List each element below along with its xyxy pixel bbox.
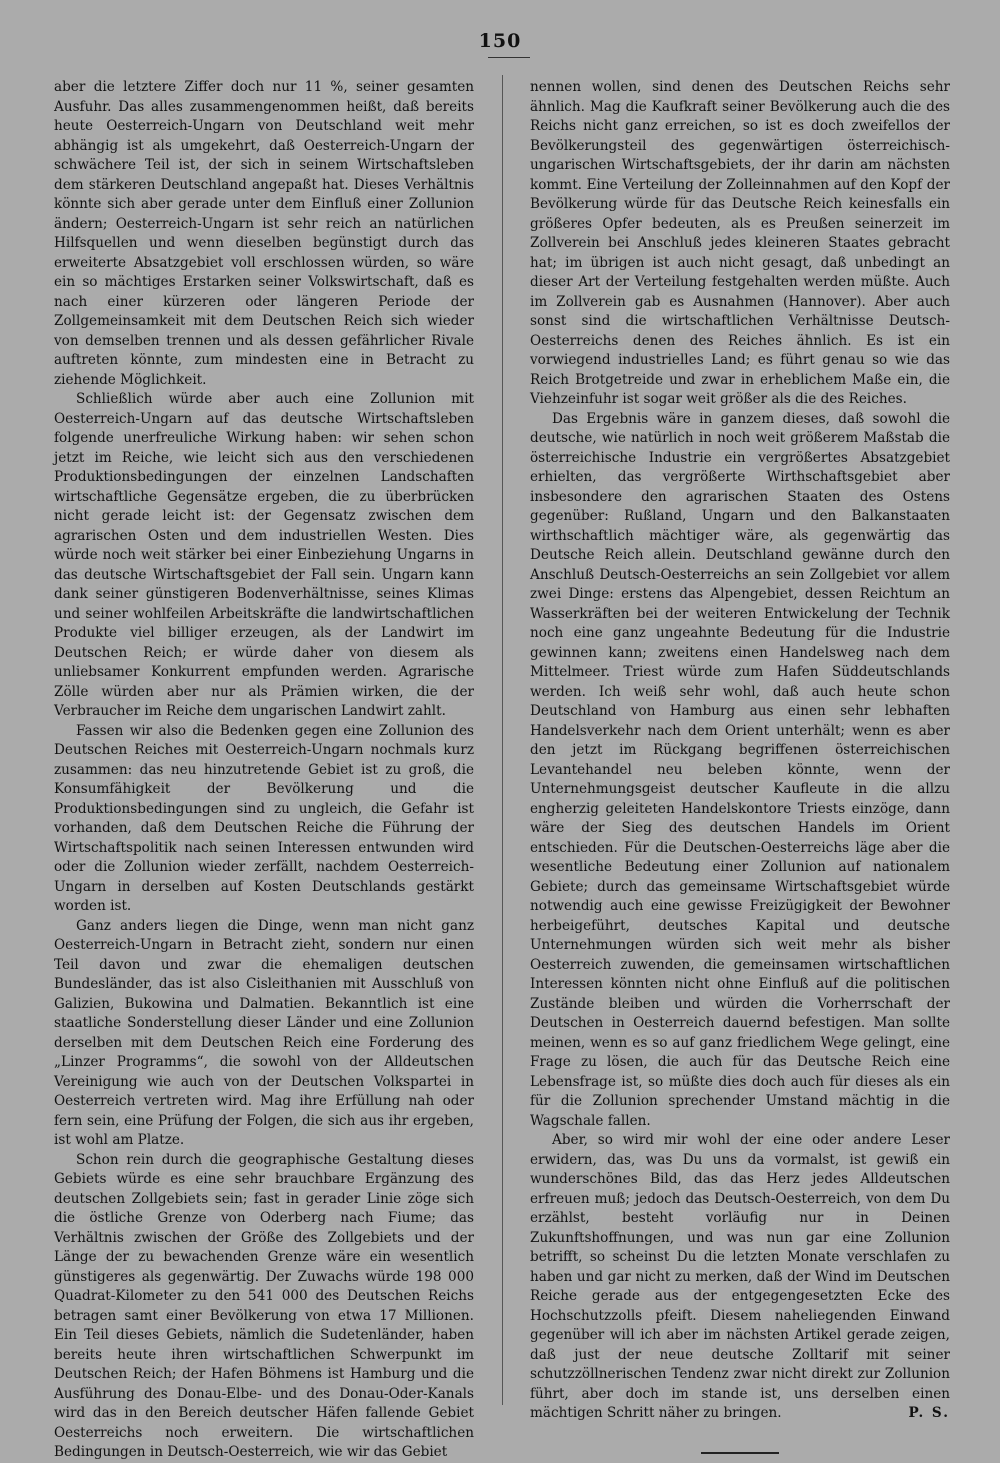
paragraph: Schon rein durch die geographische Gestaltung dieses Gebiets würde es eine sehr brauchbare Ergänzung des deutschen Zollgebiets sein; fast in gerader Linie zöge sich die östliche Grenze von Oderberg nach Fiume; das Verhältnis zwischen der Größe des Zollgebiets und der Länge der zu bewachenden Grenze wäre ein wesentlich günstigeres als gegenwärtig. Der Zuwachs würde 198 000 Quadrat-Kilometer zu den 541 000 des Deutschen Reichs betragen samt einer Bevölkerung von etwa 17 Millionen. Ein Teil dieses Gebiets, nämlich die Sudetenländer, haben bereits heute ihren wirtschaftlichen Schwerpunkt im Deutschen Reich; der Hafen Böhmens ist Hamburg und die Ausführung des Donau-Elbe- und des Donau-Oder-Kanals wird das in den Bereich deutscher Häfen fallende Gebiet Oesterreichs noch erweitern. Die wirtschaftlichen Bedingungen in Deutsch-Oesterreich, wie wir das Gebiet (54, 1151, 474, 1460)
paragraph-text: Aber, so wird mir wohl der eine oder andere Leser erwidern, das, was Du uns da vormalst, ist gewiß ein wunderschönes Bild, das das Herz jedes Alldeutschen erfreuen muß; jedoch das Deutsch-Oesterreich, von dem Du erzählst, besteht vorläufig nur in Deinen Zukunftshoffnungen, und was nun gar eine Zollunion betrifft, so scheinst Du die letzten Monate verschlafen zu haben und gar nicht zu merken, daß der Wind im Deutschen Reiche gerade aus der entgegengesetzten Ecke des Hochschutzzolls pfeift. Diesem naheliegenden Einwand gegenüber will ich aber im nächsten Artikel gerade zeigen, daß just der neue deutsche Zolltarif mit seiner schutzzöllnerischen Tendenz zwar nicht direkt zur Zollunion führt, aber doch im stande ist, uns derselben einen mächtigen Schritt näher zu bringen. (530, 1132, 950, 1421)
right-column (530, 78, 950, 1454)
paragraph: Schließlich würde aber auch eine Zollunion mit Oesterreich-Ungarn auf das deutsche Wirtschaftsleben folgende unerfreuliche Wirkung haben: wir sehen schon jetzt im Reiche, wie leicht sich aus den verschiedenen Produktionsbedingungen der einzelnen Landschaften wirtschaftliche Gegensätze ergeben, die zu überbrücken nicht gerade leicht ist: der Gegensatz zwischen dem agrarischen Osten und dem industriellen Westen. Dies würde noch weit stärker bei einer Einbeziehung Ungarns in das deutsche Wirtschaftsgebiet der Fall sein. Ungarn kann dank seiner günstigeren Bodenverhältnisse, seines Klimas und seiner wohlfeilen Arbeitskräfte die landwirtschaftlichen Produkte viel billiger erzeugen, als der Landwirt im Deutschen Reich; er würde daher von diesem als unliebsamer Konkurrent empfunden werden. Agrarische Zölle würden aber nur als Prämien wirken, die der Verbraucher im Reiche dem ungarischen Landwirt zahlt. (54, 391, 474, 719)
column-divider (502, 75, 503, 1405)
paragraph (530, 1131, 950, 1424)
paragraph: Fassen wir also die Bedenken gegen eine Zollunion des Deutschen Reiches mit Oesterreich-Ungarn nochmals kurz zusammen: das neu hinzutretende Gebiet ist zu groß, die Konsumfähigkeit der Bevölkerung und die Produktionsbedingungen sind zu ungleich, die Gefahr ist vorhanden, daß dem Deutschen Reiche die Führung der Wirtschaftspolitik nach seinen Interessen entwunden wird oder die Zollunion wieder zerfällt, nachdem Oesterreich-Ungarn in derselben auf Kosten Deutschlands gestärkt worden ist. (54, 722, 474, 914)
paragraph: aber die letztere Ziffer doch nur 11 %, seiner gesamten Ausfuhr. Das alles zusammengenommen heißt, daß bereits heute Oesterreich-Ungarn von Deutschland weit mehr abhängig ist als umgekehrt, daß Oesterreich-Ungarn der schwächere Teil ist, der sich in seinem Wirtschaftsleben dem stärkeren Deutschland angepaßt hat. Dieses Verhältnis könnte sich aber gerade unter dem Einfluß einer Zollunion ändern; Oesterreich-Ungarn ist sehr reich an natürlichen Hilfsquellen und wenn dieselben begünstigt durch das erweiterte Absatzgebiet voll erschlossen würden, so wäre ein so mächtiges Erstarken seiner Volkswirtschaft, daß es nach einer kürzeren oder längeren Periode der Zollgemeinsamkeit mit dem Deutschen Reich sich wieder von demselben trennen und als dessen gefährlicher Rivale auftreten könnte, zum mindesten eine in Betracht zu ziehende Möglichkeit. (54, 79, 474, 388)
author-signature: P. S. (908, 1405, 950, 1421)
paragraph: Das Ergebnis wäre in ganzem dieses, daß sowohl die deutsche, wie natürlich in noch weit größerem Maßstab die österreichische Industrie ein vergrößertes Absatzgebiet erhielten, das vergrößerte Wirthschaftsgebiet aber insbesondere den agrarischen Staaten des Ostens gegenüber: Rußland, Ungarn und den Balkanstaaten wirthschaftlich mächtiger wäre, als gegenwärtig das Deutsche Reich allein. Deutschland gewänne durch den Anschluß Deutsch-Oesterreichs an sein Zollgebiet vor allem zwei Dinge: erstens das Alpengebiet, dessen Reichtum an Wasserkräften bei der weiteren Entwickelung der Technik noch eine ganz ungeahnte Bedeutung für die Industrie gewinnen kann; zweitens einen Handelsweg nach dem Mittelmeer. Triest würde zum Hafen Süddeutschlands werden. Ich weiß sehr wohl, daß auch heute schon Deutschland von Hamburg aus einen sehr lebhaften Handelsverkehr nach dem Orient unterhält; wenn es aber den jetzt im Rückgang begriffenen österreichischen Levantehandel neu beleben könnte, wenn der Unternehmungsgeist deutscher Kaufleute in die allzu engherzig geleiteten Handelskontore Triests einzöge, dann wäre der Sieg des deutschen Handels im Orient entschieden. Für die Deutschen-Oesterreichs läge aber die wesentliche Bedeutung einer Zollunion auf nationalem Gebiete; durch das gemeinsame Wirtschaftsgebiet würde notwendig auch eine gewisse Freizügigkeit der Bewohner herbeigeführt, deutsches Kapital und deutsche Unternehmungen würden sich weit mehr als bisher Oesterreich zuwenden, die gemeinsamen wirtschaftlichen Interessen könnten nicht ohne Einfluß auf die politischen Zustände bleiben und würden die Vorherrschaft der Deutschen in Oesterreich dauernd befestigen. Man sollte meinen, wenn es so auf ganz friedlichem Wege gelingt, eine Frage zu lösen, die auch für das Deutsche Reich eine Lebensfrage ist, so müßte dies doch auch für dieses als ein für die Zollunion sprechender Umstand mächtig in die Wagschale fallen. (530, 410, 950, 1129)
paragraph: nennen wollen, sind denen des Deutschen Reichs sehr ähnlich. Mag die Kaufkraft seiner Bevölkerung auch die des Reichs nicht ganz erreichen, so ist es doch zweifellos der Bevölkerungsteil des gegenwärtigen österreichisch-ungarischen Wirtschaftsgebiets, der ihr darin am nächsten kommt. Eine Verteilung der Zolleinnahmen auf den Kopf der Bevölkerung würde für das Deutsche Reich keinesfalls ein größeres Opfer bedeuten, als es Preußen seinerzeit im Zollverein bei Anschluß jedes kleineren Staates gebracht hat; im übrigen ist auch nicht gesagt, daß unbedingt an dieser Art der Verteilung festgehalten werden müßte. Auch im Zollverein gab es Ausnahmen (Hannover). Aber auch sonst sind die wirtschaftlichen Verhältnisse Deutsch-Oesterreichs denen des Reiches ähnlich. Es ist ein vorwiegend industrielles Land; es führt genau so wie das Reich Brotgetreide und zwar in erheblichem Maße ein, die Viehzeinfuhr ist sogar weit größer als die des Reiches. (530, 79, 950, 407)
paragraph: Ganz anders liegen die Dinge, wenn man nicht ganz Oesterreich-Ungarn in Betracht zieht, sondern nur einen Teil davon und zwar die ehemaligen deutschen Bundesländer, das ist also Cisleithanien mit Ausschluß von Galizien, Bukowina und Dalmatien. Bekanntlich ist eine staatliche Sonderstellung dieser Länder und eine Zollunion derselben mit dem Deutschen Reich eine Forderung des „Linzer Programms“, die sowohl von der Alldeutschen Vereinigung wie auch von der Deutschen Volkspartei in Oesterreich vertreten wird. Mag ihre Erfüllung nah oder fern sein, eine Prüfung der Folgen, die sich aus ihr ergeben, ist wohl am Platze. (54, 917, 474, 1148)
left-column (54, 78, 474, 1463)
page-number: 150 (478, 30, 522, 52)
page-number-rule (488, 57, 530, 58)
end-rule (701, 1452, 779, 1454)
